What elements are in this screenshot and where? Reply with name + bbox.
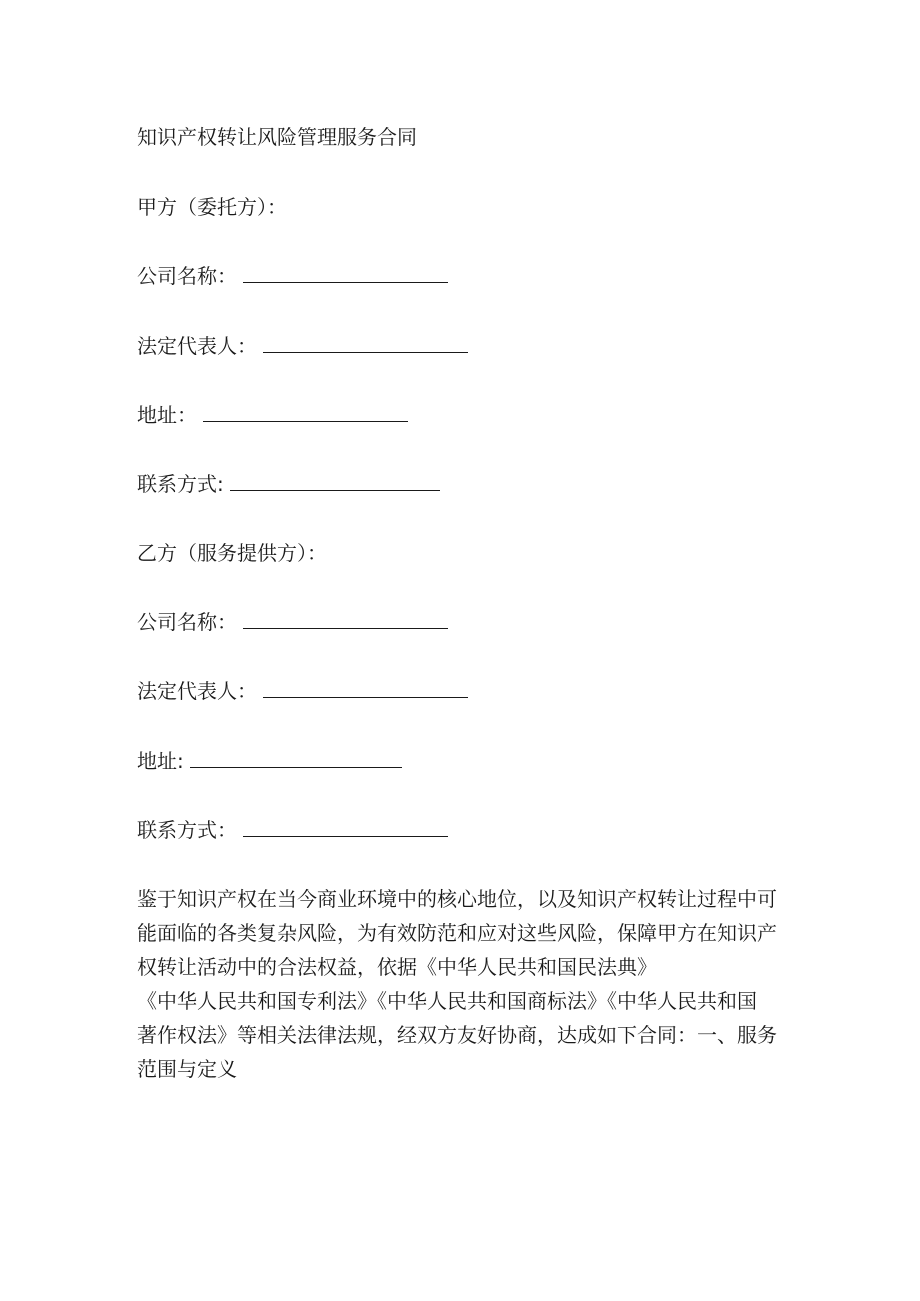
- party-b-rep-label: 法定代表人：: [137, 679, 257, 703]
- preamble-line: 著作权法》等相关法律法规，经双方友好协商，达成如下合同：一、服务: [137, 1023, 777, 1047]
- party-a-rep-label: 法定代表人：: [137, 334, 257, 358]
- party-a-company-blank[interactable]: [243, 264, 448, 283]
- party-b-address-label: 地址:: [137, 749, 184, 773]
- party-a-address-label: 地址：: [137, 403, 197, 427]
- party-a-contact-row: [137, 470, 440, 498]
- party-a-contact-blank[interactable]: [230, 472, 440, 491]
- party-a-address-blank[interactable]: [203, 403, 408, 422]
- party-b-heading: 乙方（服务提供方）：: [137, 541, 327, 565]
- party-b-company-blank[interactable]: [243, 610, 448, 629]
- preamble-line: 《中华人民共和国专利法》《中华人民共和国商标法》《中华人民共和国: [137, 989, 757, 1013]
- preamble-line: 鉴于知识产权在当今商业环境中的核心地位，以及知识产权转让过程中可: [137, 887, 777, 911]
- party-a-rep-blank[interactable]: [263, 334, 468, 353]
- party-a-address-row: [137, 401, 408, 429]
- party-a-rep-row: [137, 332, 468, 360]
- preamble-line: 权转让活动中的合法权益，依据《中华人民共和国民法典》: [137, 955, 657, 979]
- preamble-line: 范围与定义: [137, 1057, 237, 1081]
- party-b-company-row: [137, 608, 448, 636]
- preamble-line: 能面临的各类复杂风险，为有效防范和应对这些风险，保障甲方在知识产: [137, 921, 777, 945]
- party-b-rep-row: [137, 677, 468, 705]
- party-a-heading: 甲方（委托方）：: [137, 195, 287, 219]
- party-b-contact-row: [137, 816, 448, 844]
- party-b-company-label: 公司名称：: [137, 610, 237, 634]
- party-b-contact-blank[interactable]: [243, 818, 448, 837]
- party-b-address-row: [137, 747, 402, 775]
- preamble-paragraph: [137, 882, 787, 1086]
- party-a-contact-label: 联系方式:: [137, 472, 224, 496]
- party-a-company-label: 公司名称：: [137, 264, 237, 288]
- party-a-company-row: [137, 262, 448, 290]
- party-b-rep-blank[interactable]: [263, 679, 468, 698]
- party-b-address-blank[interactable]: [190, 749, 402, 768]
- party-b-contact-label: 联系方式：: [137, 818, 237, 842]
- contract-title: 知识产权转让风险管理服务合同: [137, 125, 417, 149]
